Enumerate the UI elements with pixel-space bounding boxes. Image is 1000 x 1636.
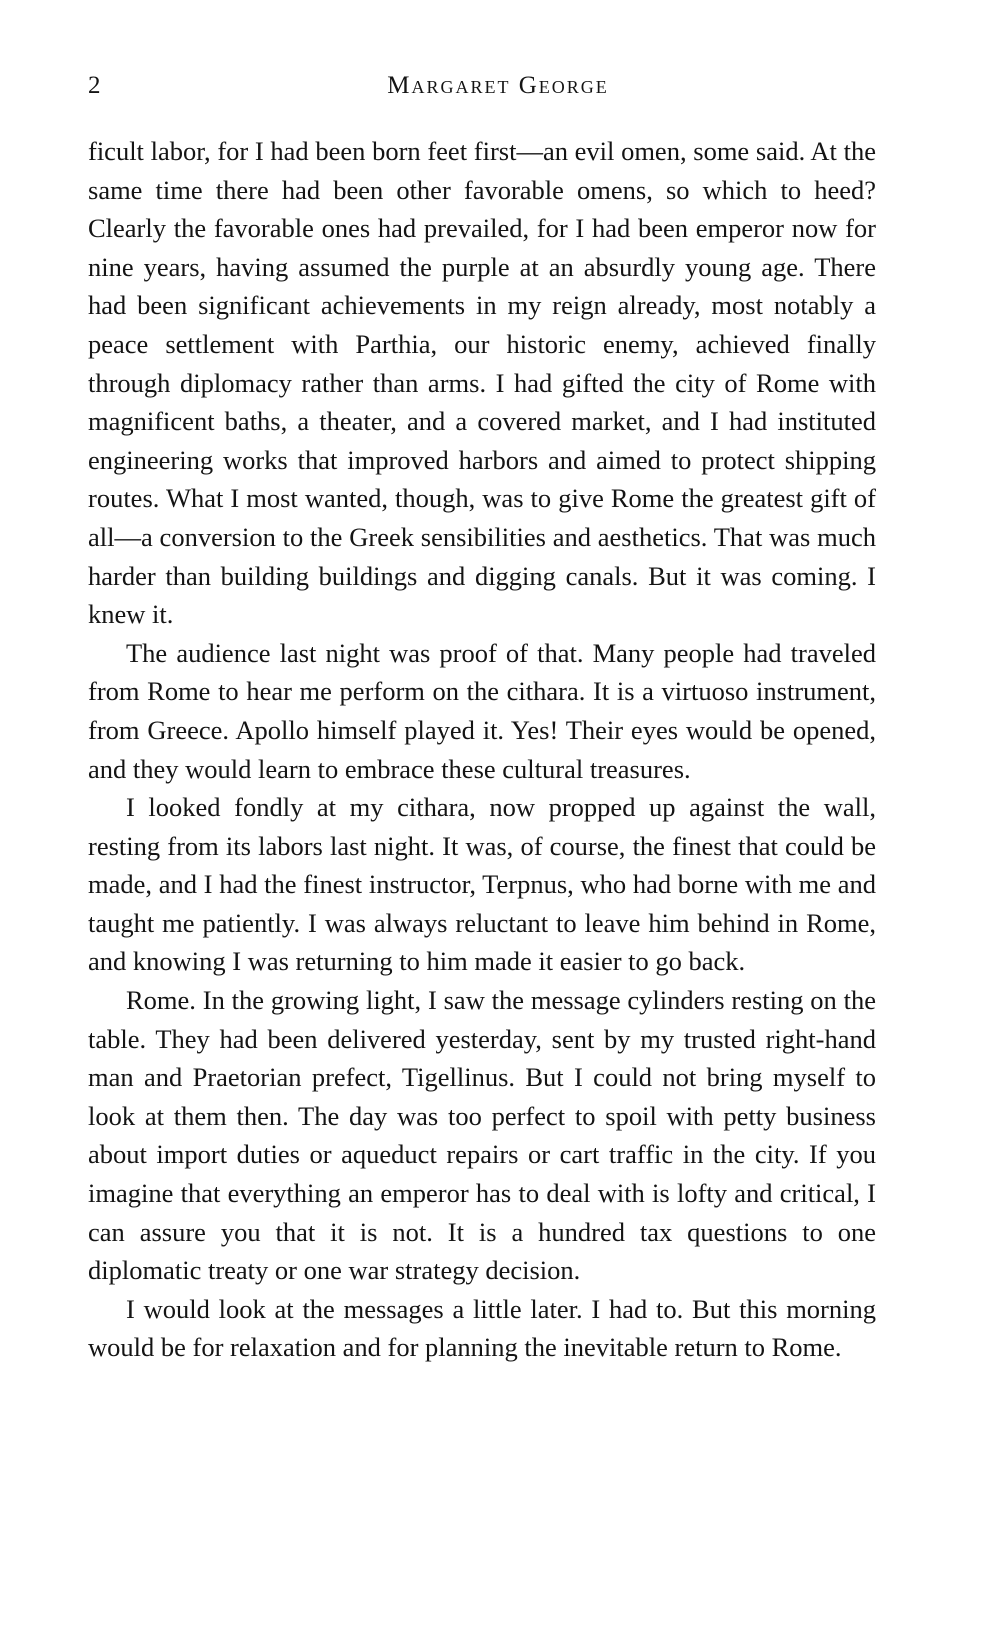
paragraph: Rome. In the growing light, I saw the message cylinders resting on the table. They had been delivered yesterday, sent by my trusted right-hand man and Praetorian prefect, Tigellinus. But I could not bring myself to look at them then. The day was too perfect to spoil with petty business about import duties or aqueduct repairs or cart traffic in the city. If you imagine that everything an emperor has to deal with is lofty and critical, I can assure you that it is not. It is a hundred tax questions to one diplomatic treaty or one war strategy decision. <box>88 985 876 1286</box>
body-text <box>88 132 876 1367</box>
paragraph: I looked fondly at my cithara, now propped up against the wall, resting from its labors last night. It was, of course, the finest that could be made, and I had the finest instructor, Terpnus, who had borne with me and taught me patiently. I was always reluctant to leave him behind in Rome, and knowing I was returning to him made it easier to go back. <box>88 792 876 977</box>
paragraph-continued: ficult labor, for I had been born feet first—an evil omen, some said. At the same time there had been other favorable omens, so which to heed? Clearly the favorable ones had prevailed, for I had been emperor now for nine years, having assumed the purple at an absurdly young age. There had been significant achievements in my reign already, most notably a peace settlement with Parthia, our historic enemy, achieved finally through diplomacy rather than arms. I had gifted the city of Rome with magnificent baths, a theater, and a covered market, and I had instituted engineering works that improved harbors and aimed to protect shipping routes. What I most wanted, though, was to give Rome the greatest gift of all—a conversion to the Greek sensibilities and aesthetics. That was much harder than building buildings and digging canals. But it was coming. I knew it. <box>88 136 876 630</box>
running-head-author: Margaret George <box>387 72 609 99</box>
paragraph: I would look at the messages a little later. I had to. But this morning would be for relaxation and for planning the inevitable return to Rome. <box>88 1293 876 1363</box>
page-number: 2 <box>88 72 101 99</box>
paragraph: The audience last night was proof of that. Many people had traveled from Rome to hear me perform on the cithara. It is a virtuoso instrument, from Greece. Apollo himself played it. Yes! Their eyes would be opened, and they would learn to embrace these cultural treasures. <box>88 637 876 784</box>
page-header <box>88 72 908 112</box>
